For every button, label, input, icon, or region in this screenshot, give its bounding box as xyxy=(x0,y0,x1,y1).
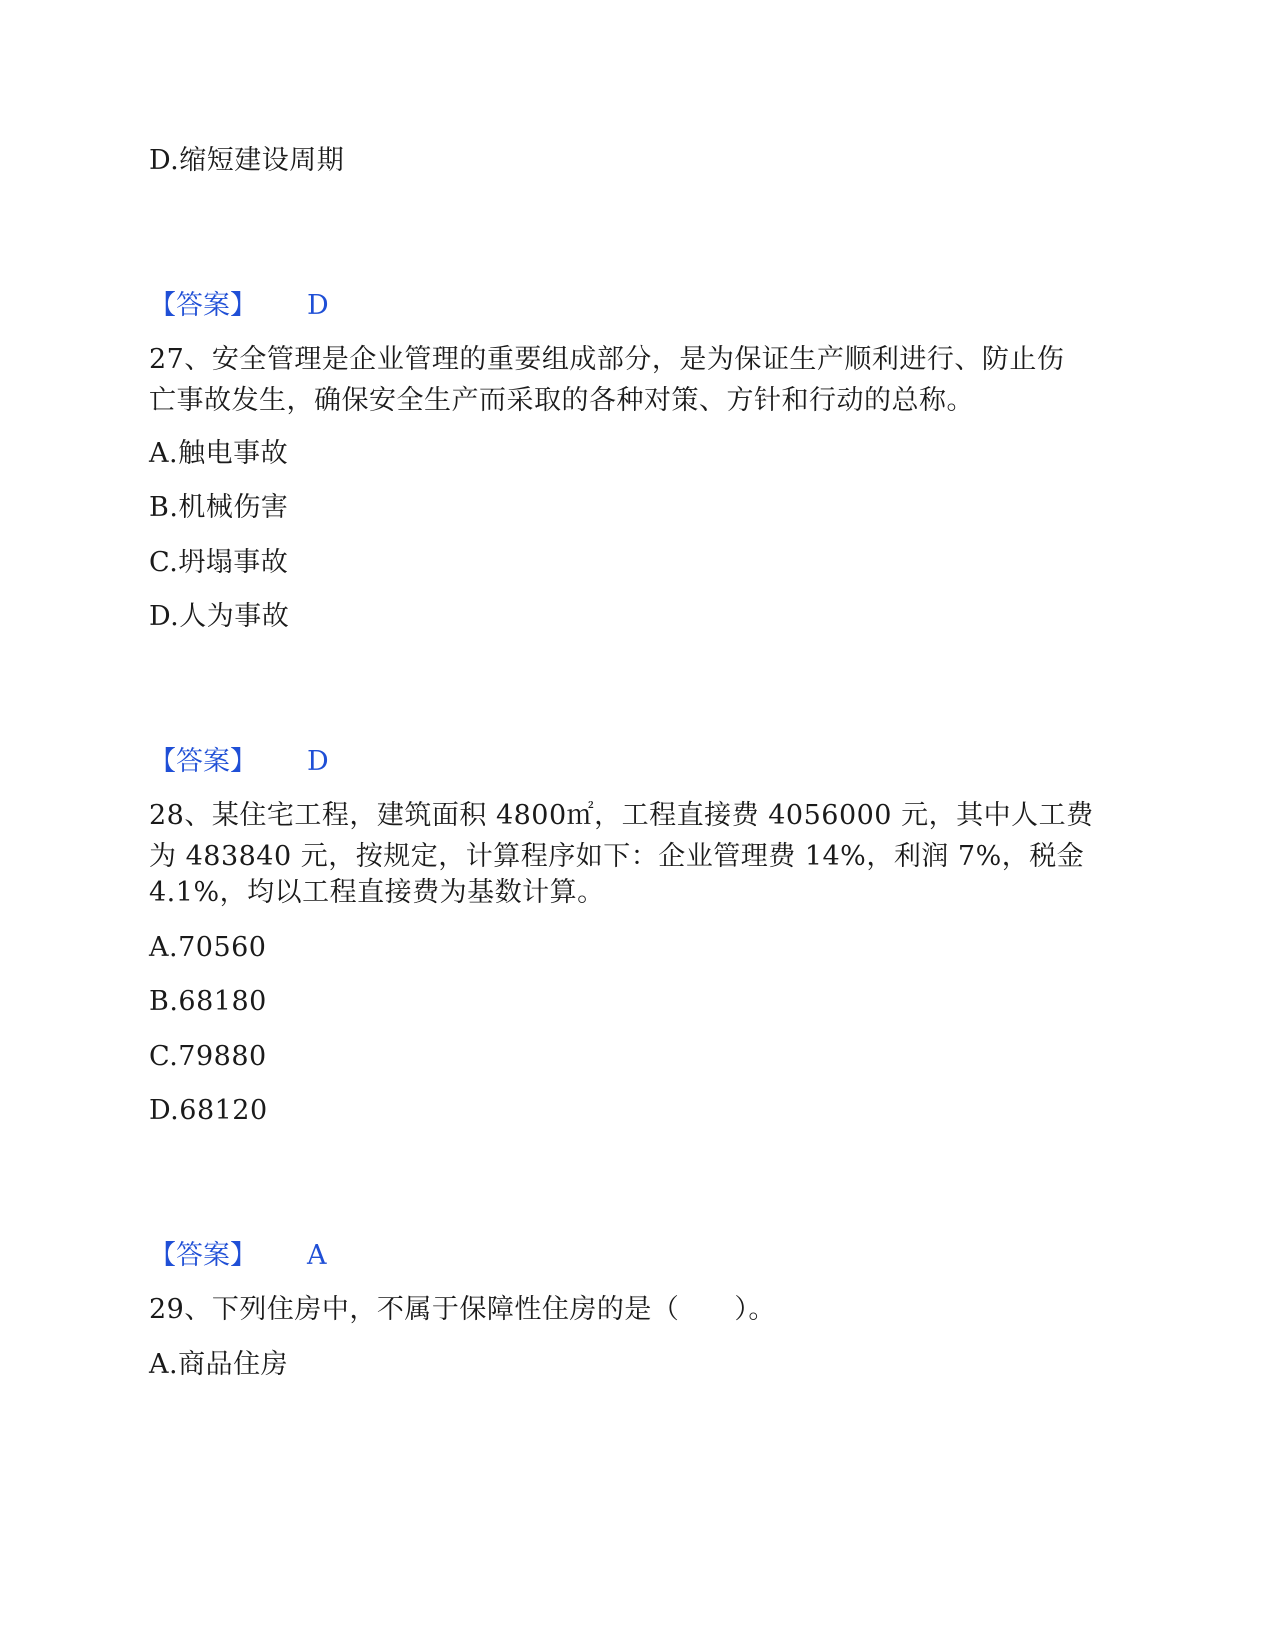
question-28-line-2: 为 483840 元，按规定，计算程序如下：企业管理费 14%，利润 7%，税金 xyxy=(149,841,1085,872)
answer-value: D xyxy=(307,746,329,777)
option-q28-d: D.68120 xyxy=(149,1095,268,1126)
option-q27-a: A.触电事故 xyxy=(149,438,289,469)
question-28-line-3: 4.1%，均以工程直接费为基数计算。 xyxy=(149,877,605,908)
option-q28-c: C.79880 xyxy=(149,1041,267,1072)
question-27-line-2: 亡事故发生，确保安全生产而采取的各种对策、方针和行动的总称。 xyxy=(149,385,974,416)
answer-value: A xyxy=(307,1240,327,1271)
option-q29-a: A.商品住房 xyxy=(149,1349,289,1380)
option-q28-b: B.68180 xyxy=(149,986,267,1017)
option-q26-d: D.缩短建设周期 xyxy=(149,145,345,176)
question-27-line-1: 27、安全管理是企业管理的重要组成部分，是为保证生产顺利进行、防止伤 xyxy=(149,344,1065,375)
answer-label: 【答案】 xyxy=(149,1240,257,1271)
question-29-line-1: 29、下列住房中，不属于保障性住房的是（ ）。 xyxy=(149,1294,776,1325)
question-28-line-1: 28、某住宅工程，建筑面积 4800㎡，工程直接费 4056000 元，其中人工费 xyxy=(149,800,1094,831)
option-q27-b: B.机械伤害 xyxy=(149,492,289,523)
answer-label: 【答案】 xyxy=(149,290,257,321)
answer-q26 xyxy=(149,286,329,326)
answer-q27 xyxy=(149,742,329,782)
option-q27-c: C.坍塌事故 xyxy=(149,547,289,578)
answer-label: 【答案】 xyxy=(149,746,257,777)
answer-value: D xyxy=(307,290,329,321)
answer-q28 xyxy=(149,1236,327,1276)
option-q27-d: D.人为事故 xyxy=(149,601,290,632)
option-q28-a: A.70560 xyxy=(149,932,267,963)
